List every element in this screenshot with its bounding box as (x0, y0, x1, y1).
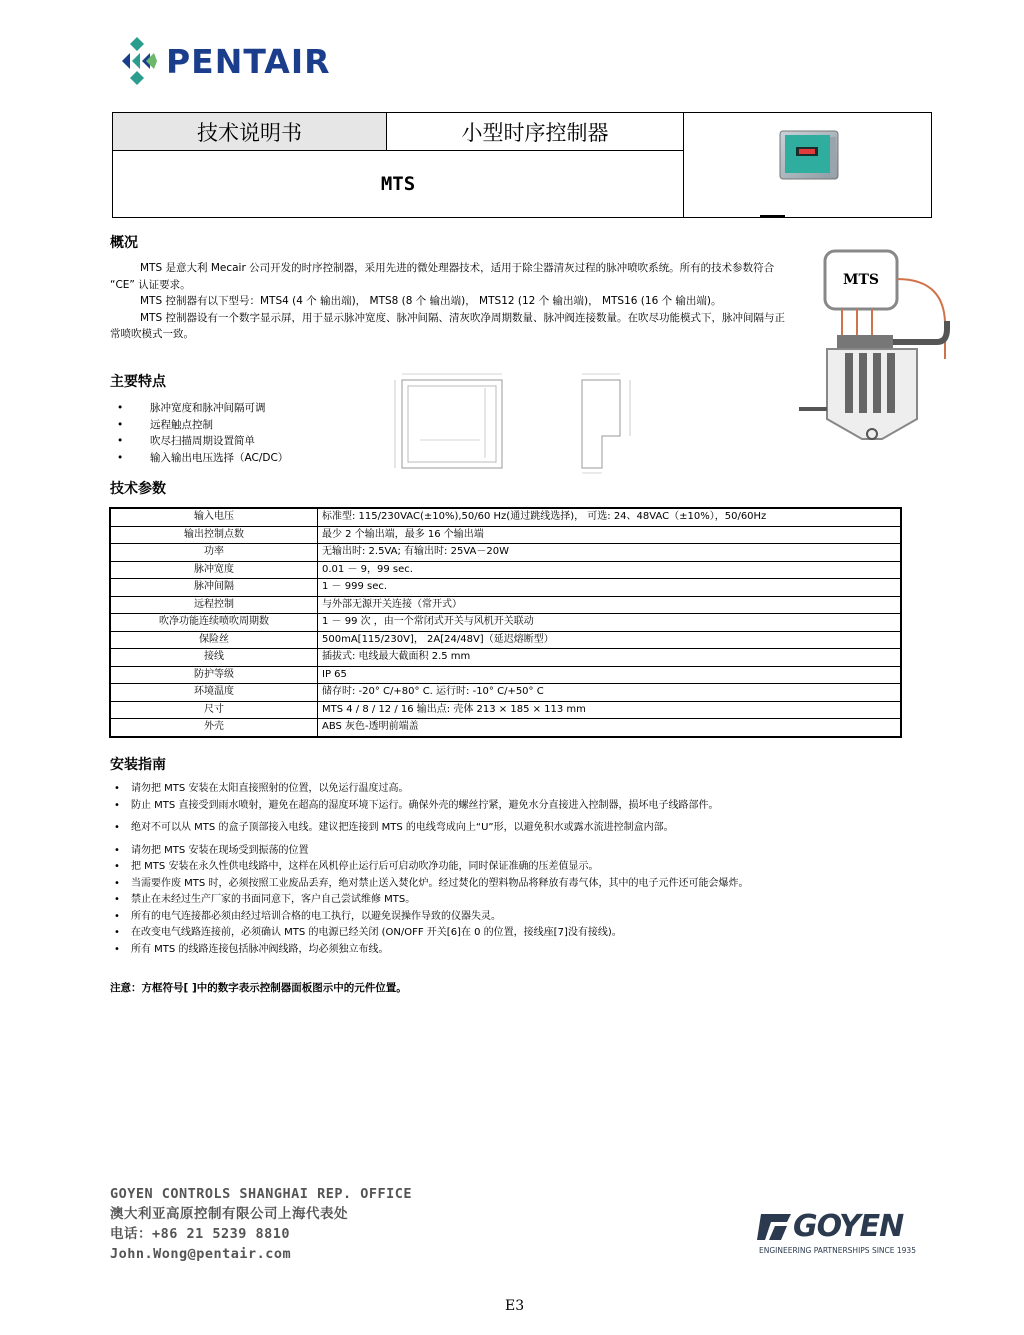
specs-table (109, 507, 902, 738)
install-item: • 绝对不可以从 MTS 的盒子顶部接入电线。建议把连接到 MTS 的电线弯成向上“U”形，以避免积水或露水流进控制盒内部。 (110, 820, 910, 837)
spec-row (110, 614, 901, 632)
install-item: • 禁止在未经过生产厂家的书面同意下，客户自己尝试维修 MTS。 (110, 892, 910, 909)
install-item: • 所有的电气连接都必须由经过培训合格的电工执行，以避免误操作导致的仪器失灵。 (110, 909, 910, 926)
product-title: 小型时序控制器 (387, 113, 684, 151)
spec-row (110, 561, 901, 579)
spec-row (110, 579, 901, 597)
spec-label: 尺寸 (110, 701, 318, 719)
doc-type: 技术说明书 (113, 113, 387, 151)
overview-paragraph: MTS 控制器设有一个数字显示屏，用于显示脉冲宽度、脉冲间隔、清灰吹净周期数量、脉冲阀连接数量。在吹尽功能模式下，脉冲间隔与正常喷吹模式一致。 (110, 311, 785, 340)
pentair-mark-icon (116, 34, 158, 88)
overview-paragraph: MTS 是意大利 Mecair 公司开发的时序控制器，采用先进的微处理器技术，适用于除尘器清灰过程的脉冲喷吹系统。所有的技术参数符合 “CE” 认证要求。 (110, 262, 775, 291)
spec-label: 输入电压 (110, 508, 318, 526)
footer-contact (110, 1184, 412, 1264)
spec-row (110, 684, 901, 702)
side-dimension-drawing (570, 368, 650, 482)
feature-item: • 脉冲宽度和脉冲间隔可调 (110, 400, 400, 417)
feature-item: • 输入输出电压选择（AC/DC） (110, 450, 400, 467)
spec-value: IP 65 (318, 666, 902, 684)
spec-label: 接线 (110, 649, 318, 667)
spec-value: 无输出时: 2.5VA; 有输出时: 25VA－20W (318, 544, 902, 562)
footer-phone: 电话：+86 21 5239 8810 (110, 1226, 291, 1242)
spec-label: 功率 (110, 544, 318, 562)
spec-label: 防护等级 (110, 666, 318, 684)
install-item: • 在改变电气线路连接前，必须确认 MTS 的电源已经关闭 (ON/OFF 开关[6]在 0 的位置，接线座[7]没有接线)。 (110, 925, 910, 942)
goyen-mark-icon (757, 1212, 793, 1242)
pentair-logo (116, 34, 331, 88)
install-heading: 安装指南 (110, 757, 166, 773)
page-number: E3 (505, 1298, 525, 1314)
spec-row (110, 596, 901, 614)
footer-email: John.Wong@pentair.com (110, 1246, 292, 1262)
spec-label: 脉冲间隔 (110, 579, 318, 597)
overview-text (110, 260, 785, 343)
spec-label: 脉冲宽度 (110, 561, 318, 579)
spec-label: 远程控制 (110, 596, 318, 614)
spec-value: 1 － 99 次 ，由一个常闭式开关与风机开关联动 (318, 614, 902, 632)
spec-row (110, 649, 901, 667)
front-dimension-drawing (390, 368, 520, 482)
header-table (112, 112, 932, 218)
install-item: • 防止 MTS 直接受到雨水喷射，避免在超高的湿度环境下运行。确保外壳的螺丝拧紧，避免水分直接进入控制器，损坏电子线路部件。 (110, 798, 910, 815)
spec-row (110, 701, 901, 719)
install-item: • 请勿把 MTS 安装在现场受到振荡的位置 (110, 843, 910, 860)
spec-value: 储存时: -20° C/+80° C. 运行时: -10° C/+50° C (318, 684, 902, 702)
goyen-wordmark: GOYEN (793, 1209, 904, 1244)
spec-label: 输出控制点数 (110, 526, 318, 544)
spec-label: 环境温度 (110, 684, 318, 702)
spec-row (110, 526, 901, 544)
spec-value: 0.01 － 9，99 sec. (318, 561, 902, 579)
spec-label: 保险丝 (110, 631, 318, 649)
footer-office-cn: 澳大利亚高原控制有限公司上海代表处 (110, 1206, 348, 1222)
overview-paragraph: MTS 控制器有以下型号：MTS4 (4 个 输出端)， MTS8 (8 个 输出端)， MTS12 (12 个 输出端)， MTS16 (16 个 输出端)。 (140, 295, 722, 307)
features-heading: 主要特点 (110, 374, 166, 390)
spec-value: MTS 4 / 8 / 12 / 16 输出点: 壳体 213 × 185 × 113 mm (318, 701, 902, 719)
install-item: • 所有 MTS 的线路连接包括脉冲阀线路，均必须独立布线。 (110, 942, 910, 959)
spec-row (110, 544, 901, 562)
spec-value: 标准型: 115/230VAC(±10%),50/60 Hz(通过跳线选择)， 可选: 24、48VAC（±10%），50/60Hz (318, 508, 902, 526)
dust-collector-diagram (797, 249, 955, 453)
product-photo (684, 113, 931, 217)
spec-value: ABS 灰色-透明前端盖 (318, 719, 902, 737)
goyen-logo (757, 1209, 916, 1255)
install-list (110, 781, 910, 958)
spec-value: 500mA[115/230V]， 2A[24/48V]（延迟熔断型） (318, 631, 902, 649)
footer-office: GOYEN CONTROLS SHANGHAI REP. OFFICE (110, 1186, 412, 1202)
spec-value: 1 － 999 sec. (318, 579, 902, 597)
features-list (110, 400, 400, 466)
spec-row (110, 508, 901, 526)
specs-heading: 技术参数 (110, 481, 166, 497)
brand-name: PENTAIR (166, 41, 331, 81)
spec-label: 外壳 (110, 719, 318, 737)
install-item: • 当需要作废 MTS 时，必须按照工业废品丢弃，绝对禁止送入焚化炉。经过焚化的塑料物品将释放有毒气体，其中的电子元件还可能会爆炸。 (110, 876, 910, 893)
overview-heading: 概况 (110, 235, 138, 251)
model-name: MTS (113, 151, 684, 217)
spec-row (110, 719, 901, 737)
install-item: • 请勿把 MTS 安装在太阳直接照射的位置，以免运行温度过高。 (110, 781, 910, 798)
install-item: • 把 MTS 安装在永久性供电线路中，这样在风机停止运行后可启动吹净功能，同时保证准确的压差值显示。 (110, 859, 910, 876)
spec-value: 插拔式: 电线最大截面积 2.5 mm (318, 649, 902, 667)
spec-value: 最少 2 个输出端，最多 16 个输出端 (318, 526, 902, 544)
feature-item: • 远程触点控制 (110, 417, 400, 434)
diagram-mts-label: MTS (842, 272, 880, 288)
spec-row (110, 631, 901, 649)
spec-label: 吹净功能连续喷吹周期数 (110, 614, 318, 632)
spec-value: 与外部无源开关连接（常开式） (318, 596, 902, 614)
feature-item: • 吹尽扫描周期设置简单 (110, 433, 400, 450)
install-note: 注意：方框符号[ ]中的数字表示控制器面板图示中的元件位置。 (110, 982, 407, 994)
goyen-tagline: ENGINEERING PARTNERSHIPS SINCE 1935 (759, 1246, 916, 1255)
spec-row (110, 666, 901, 684)
